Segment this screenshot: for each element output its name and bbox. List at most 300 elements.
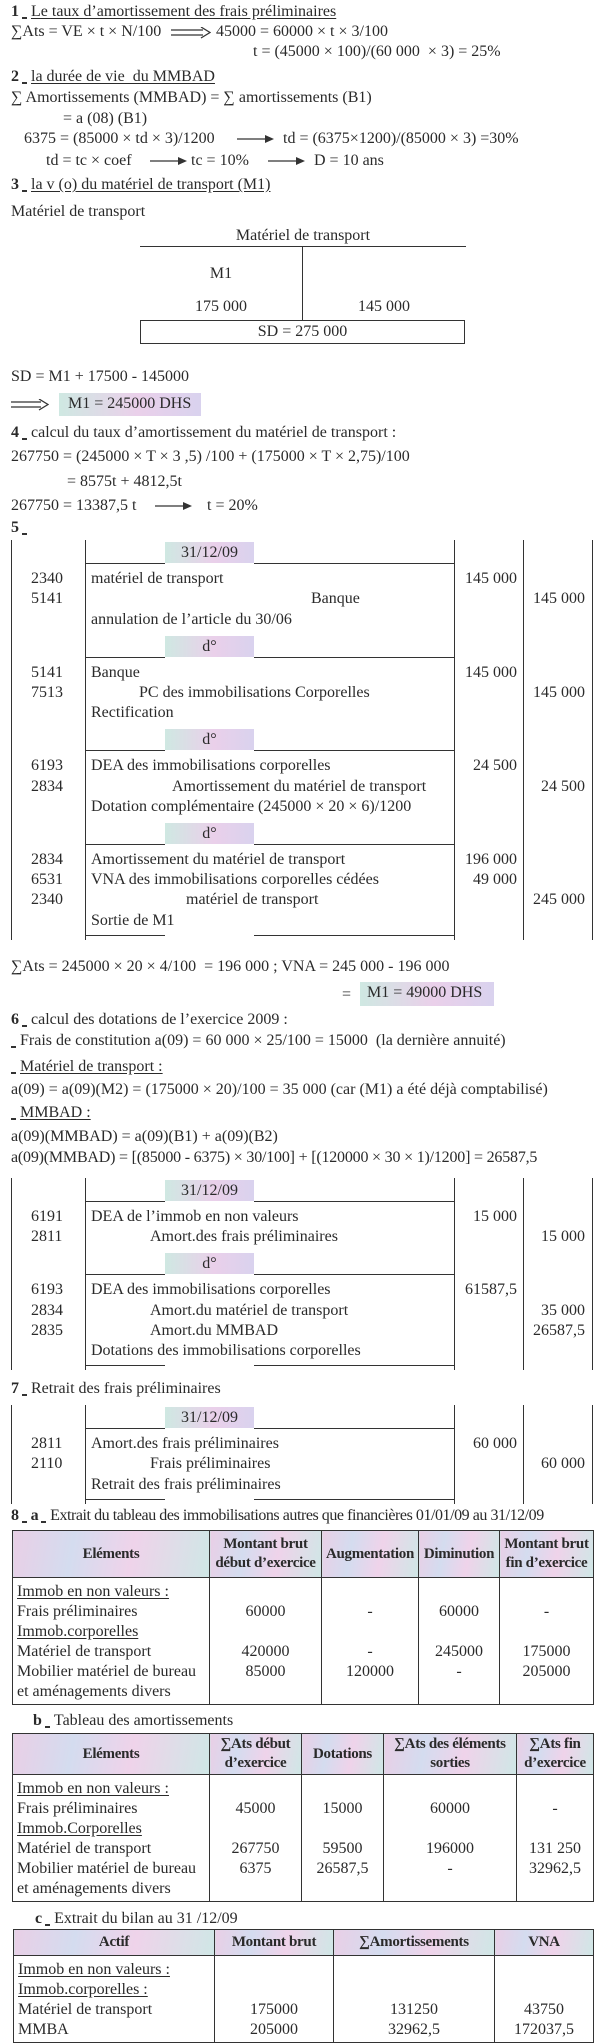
amortissements-table (12, 1733, 594, 1902)
date-label: 31/12/09 (165, 1180, 254, 1201)
immobilisations-table (12, 1530, 594, 1705)
cell-value (215, 1980, 334, 2000)
account-number: 2835 (31, 1321, 63, 1339)
column-line (11, 540, 12, 940)
separator-line (85, 657, 165, 658)
section-number: 7 (11, 1380, 19, 1397)
section-3-heading (11, 175, 270, 195)
header-row (13, 1734, 594, 1775)
debit-label: M1 (209, 265, 233, 282)
cell-value: 60000 (210, 1602, 322, 1622)
bilan-table (13, 1929, 594, 2043)
column-header: VNA (495, 1930, 594, 1956)
table-row (13, 1682, 594, 1705)
table-row (13, 1642, 594, 1662)
column-line (85, 1405, 86, 1504)
formula-result: td = (6375×1200)/(85000 × 3) =30% (283, 130, 519, 147)
separator-line (85, 750, 165, 751)
table-row (13, 1622, 594, 1642)
date-label: d° (165, 729, 254, 750)
entry-label: Amortissement du matériel de transport (172, 777, 427, 795)
table-row (14, 2000, 594, 2020)
row-label: Immob en non valeurs : (13, 1775, 210, 1800)
account-number: 7513 (31, 683, 63, 701)
cell-value: 120000 (322, 1662, 419, 1682)
entry-label: Banque (311, 590, 360, 608)
column-line (85, 1178, 86, 1370)
formula-result: D = 10 ans (314, 152, 384, 169)
entry-label: Sortie de M1 (91, 911, 175, 929)
cell-value: - (384, 1859, 517, 1879)
formula-result: t = 20% (207, 497, 258, 514)
dash-icon (11, 1118, 16, 1120)
formula-result: t = (45000 × 100)/(60 000 × 3) = 25% (253, 43, 501, 60)
header-row (14, 1930, 594, 1956)
dash-icon (22, 82, 27, 84)
dash-icon (45, 1924, 50, 1926)
cell-value: - (322, 1602, 419, 1622)
dash-icon (41, 1521, 46, 1523)
entry-label: DEA de l’immob en non valeurs (91, 1208, 299, 1225)
subsection-letter: a (30, 1507, 39, 1524)
cell-value (210, 1775, 302, 1800)
column-header: Diminution (419, 1531, 500, 1578)
separator-line (85, 1274, 165, 1275)
section-title: Extrait du tableau des immobilisations autres que financières 01/01/09 au 31/12/09 (50, 1507, 544, 1524)
separator-line (254, 563, 454, 564)
section-title: la v (o) du matériel de transport (M1) (31, 176, 271, 193)
entry-label: Amort.des frais préliminaires (91, 1435, 279, 1452)
result-value: M1 = 245000 DHS (68, 395, 192, 412)
column-line (523, 1178, 524, 1370)
cell-value: 60000 (419, 1602, 500, 1622)
row-label: Frais préliminaires (13, 1799, 210, 1819)
account-number: 6193 (31, 757, 63, 775)
cell-value (215, 1956, 334, 1981)
table-row (13, 1662, 594, 1682)
table-row (13, 1859, 594, 1879)
account-number: 2811 (31, 1435, 63, 1452)
subsection-letter: b (33, 1712, 42, 1729)
date-label: d° (165, 636, 254, 657)
account-label: Matériel de transport (11, 203, 146, 220)
column-line (592, 1405, 593, 1504)
entry-label: Dotations des immobilisations corporelles (91, 1342, 361, 1360)
column-line (592, 1178, 593, 1370)
entry-label: Amortissement du matériel de transport (91, 850, 346, 868)
dash-icon (11, 1072, 16, 1074)
header-row (13, 1531, 594, 1578)
cell-value (500, 1578, 594, 1603)
cell-value (210, 1879, 302, 1902)
separator-line (85, 844, 165, 845)
formula-line: ∑Ats = VE × t × N/100 (11, 23, 162, 40)
formula-line: tc = 10% (191, 152, 249, 169)
table-row (13, 1775, 594, 1800)
cell-value (334, 1956, 495, 1981)
dash-icon (22, 1521, 27, 1523)
dash-icon (22, 533, 27, 535)
entry-label: matériel de transport (91, 570, 224, 587)
row-label: Matériel de transport (13, 1642, 210, 1662)
section-number: 1 (11, 3, 19, 20)
result-value: M1 = 49000 DHS (367, 984, 483, 1001)
cell-value (210, 1682, 322, 1705)
formula-line: 6375 = (85000 × td × 3)/1200 (24, 130, 215, 147)
debit-amount: 49 000 (473, 871, 517, 889)
section-8a-heading (11, 1506, 544, 1526)
column-header: ∑Ats début d’exercice (210, 1734, 302, 1775)
section-8b-heading (33, 1711, 233, 1731)
cell-value: 59500 (302, 1839, 384, 1859)
section-number: 6 (11, 1011, 19, 1028)
section-4-heading (11, 423, 396, 443)
column-line (454, 1405, 455, 1504)
section-title: Tableau des amortissements (53, 1712, 234, 1729)
separator-line (254, 1274, 454, 1275)
account-number: 2834 (31, 1301, 63, 1319)
separator-line (85, 1428, 165, 1429)
cell-value (495, 1980, 594, 2000)
cell-value (210, 1819, 302, 1839)
dash-icon (22, 17, 27, 19)
date-label: d° (165, 1253, 254, 1274)
cell-value: 196000 (384, 1839, 517, 1859)
account-number: 2340 (31, 570, 63, 587)
arrow-right-icon (155, 501, 193, 511)
credit-amount: 15 000 (541, 1228, 585, 1246)
debit-amount: 60 000 (473, 1435, 517, 1452)
debit-amount: 61587,5 (465, 1281, 517, 1299)
column-line (11, 1405, 12, 1504)
separator-line (254, 935, 454, 936)
entry-label: Dotation complémentaire (245000 × 20 × 6)/1200 (91, 797, 412, 815)
credit-amount: 145 000 (358, 298, 410, 315)
cell-value: 175000 (215, 2000, 334, 2020)
row-label: et aménagements divers (13, 1682, 210, 1705)
entry-label: DEA des immobilisations corporelles (91, 1281, 331, 1299)
column-line (592, 540, 593, 940)
table-row (13, 1602, 594, 1622)
table-row (13, 1839, 594, 1859)
entry-label: Amort.du matériel de transport (150, 1301, 349, 1319)
row-label: Immob.Corporelles (13, 1819, 210, 1839)
cell-value: 85000 (210, 1662, 322, 1682)
entry-label: matériel de transport (186, 891, 319, 909)
formula-line: a(09)(MMBAD) = [(85000 - 6375) × 30/100] + [(120000 × 30 × 1)/1200] = 26587,5 (11, 1149, 538, 1166)
debit-amount: 15 000 (473, 1208, 517, 1225)
section-title: Le taux d’amortissement des frais préliminaires (31, 3, 337, 20)
column-line (523, 1405, 524, 1504)
column-header: Montant brut (215, 1930, 334, 1956)
cell-value: 43750 (495, 2000, 594, 2020)
entry-label: Rectification (91, 704, 174, 722)
cell-value (495, 1956, 594, 1981)
bullet-line (11, 1031, 506, 1051)
table-row (13, 1578, 594, 1603)
section-number: 4 (11, 424, 19, 441)
column-header: Dotations (302, 1734, 384, 1775)
separator-line (254, 657, 454, 658)
cell-value (384, 1819, 517, 1839)
row-label: Mobilier matériel de bureau (13, 1662, 210, 1682)
section-1-heading (11, 2, 336, 22)
credit-amount: 26587,5 (533, 1321, 585, 1339)
date-label: 31/12/09 (165, 1407, 254, 1428)
cell-value (517, 1775, 594, 1800)
dash-icon (22, 190, 27, 192)
debit-amount: 175 000 (195, 298, 247, 315)
row-label: Immob en non valeurs : (13, 1578, 210, 1603)
cell-value (419, 1622, 500, 1642)
column-header: Eléments (13, 1531, 210, 1578)
entry-label: VNA des immobilisations corporelles cédées (91, 871, 379, 889)
column-header: Eléments (13, 1734, 210, 1775)
section-title: calcul des dotations de l’exercice 2009 : (31, 1011, 288, 1028)
table-row (14, 1956, 594, 1981)
table-body (13, 1775, 594, 1902)
debit-amount: 24 500 (473, 757, 517, 775)
formula-line: 45000 = 60000 × t × 3/100 (216, 23, 388, 40)
section-number: 5 (11, 519, 19, 536)
cell-value (302, 1819, 384, 1839)
cell-value (322, 1578, 419, 1603)
table-body (13, 1578, 594, 1705)
cell-value (500, 1622, 594, 1642)
column-line (523, 540, 524, 940)
dash-icon (22, 1025, 27, 1027)
table-row (13, 1799, 594, 1819)
bullet-line (11, 1103, 91, 1123)
column-line (11, 1178, 12, 1370)
credit-amount: 35 000 (541, 1301, 585, 1319)
cell-value: - (322, 1642, 419, 1662)
column-header: Montant brut début d’exercice (210, 1531, 322, 1578)
credit-amount: 245 000 (533, 891, 585, 909)
formula-line: 267750 = (245000 × T × 3 ,5) /100 + (175000 × T × 2,75)/100 (11, 448, 410, 465)
subsection-letter: c (35, 1910, 43, 1927)
dash-icon (22, 438, 27, 440)
entry-label: annulation de l’article du 30/06 (91, 610, 292, 628)
table-row (13, 1879, 594, 1902)
date-label: 31/12/09 (165, 542, 254, 563)
section-title: calcul du taux d’amortissement du matériel de transport : (31, 424, 397, 441)
account-number: 5141 (31, 663, 63, 681)
cell-value (302, 1775, 384, 1800)
column-header: ∑Ats des éléments sorties (384, 1734, 517, 1775)
formula-line: = a (08) (B1) (63, 110, 148, 127)
formula-line: SD = M1 + 17500 - 145000 (11, 368, 190, 385)
formula-line: = 8575t + 4812,5t (67, 473, 182, 490)
credit-amount: 145 000 (533, 590, 585, 608)
section-8c-heading (35, 1909, 238, 1929)
entry-label: Frais préliminaires (150, 1455, 271, 1473)
cell-value: 420000 (210, 1642, 322, 1662)
column-header: Montant brut fin d’exercice (500, 1531, 594, 1578)
cell-value (500, 1682, 594, 1705)
table-row (14, 2020, 594, 2043)
section-number: 2 (11, 68, 19, 85)
row-label: Immob en non valeurs : (14, 1956, 215, 1981)
section-6-heading (11, 1010, 288, 1030)
dash-icon (11, 1046, 16, 1048)
cell-value: 175000 (500, 1642, 594, 1662)
entry-label: Retrait des frais préliminaires (91, 1475, 281, 1493)
debit-amount: 145 000 (465, 663, 517, 681)
arrow-right-icon (237, 134, 275, 144)
arrow-right-icon (268, 156, 306, 166)
table-row (13, 1819, 594, 1839)
divider (140, 246, 466, 247)
cell-value (384, 1775, 517, 1800)
separator-line (254, 1201, 454, 1202)
cell-value (302, 1879, 384, 1902)
section-5-heading (11, 518, 31, 538)
cell-value (322, 1682, 419, 1705)
dash-icon (22, 1394, 27, 1396)
cell-value (517, 1819, 594, 1839)
separator-line (85, 563, 165, 564)
debit-amount: 196 000 (465, 850, 517, 868)
entry-label: Banque (91, 663, 140, 681)
cell-value (419, 1682, 500, 1705)
bullet-text: Matériel de transport : (20, 1058, 163, 1075)
account-number: 2340 (31, 891, 63, 909)
section-7-heading (11, 1379, 221, 1399)
cell-value: 15000 (302, 1799, 384, 1819)
table-row (14, 1980, 594, 2000)
cell-value (517, 1879, 594, 1902)
t-account-title: Matériel de transport (235, 227, 371, 244)
credit-amount: 24 500 (541, 777, 585, 795)
table-body (14, 1956, 594, 2043)
entry-label: Amort.du MMBAD (150, 1321, 279, 1339)
account-number: 2811 (31, 1228, 63, 1246)
cell-value: 131250 (334, 2000, 495, 2020)
column-line (85, 540, 86, 940)
column-header: ∑Ats fin d’exercice (517, 1734, 594, 1775)
separator-line (254, 1499, 454, 1500)
cell-value: 267750 (210, 1839, 302, 1859)
row-label: MMBA (14, 2020, 215, 2043)
cell-value: 32962,5 (334, 2020, 495, 2043)
column-line (454, 1178, 455, 1370)
cell-value: 60000 (384, 1799, 517, 1819)
debit-amount: 145 000 (465, 570, 517, 587)
row-label: Immob.corporelles : (14, 1980, 215, 2000)
cell-value (210, 1578, 322, 1603)
credit-amount: 145 000 (533, 683, 585, 701)
entry-label: DEA des immobilisations corporelles (91, 757, 331, 775)
table-header (14, 1930, 594, 1956)
account-number: 6531 (31, 871, 63, 889)
separator-line (254, 1365, 454, 1366)
formula-line: ∑ Amortissements (MMBAD) = ∑ amortissements (B1) (11, 89, 372, 106)
cell-value (322, 1622, 419, 1642)
separator-line (254, 844, 454, 845)
dash-icon (45, 1726, 50, 1728)
arrow-right-icon (150, 156, 188, 166)
column-header: Augmentation (322, 1531, 419, 1578)
account-number: 6191 (31, 1208, 63, 1225)
cell-value: 245000 (419, 1642, 500, 1662)
row-label: Mobilier matériel de bureau (13, 1859, 210, 1879)
separator-line (85, 1365, 165, 1366)
double-arrow-icon (11, 399, 49, 411)
balance-box (140, 320, 465, 344)
formula-line: 267750 = 13387,5 t (11, 497, 137, 514)
separator-line (254, 750, 454, 751)
column-header: Actif (14, 1930, 215, 1956)
bullet-line (11, 1057, 163, 1077)
date-label: d° (165, 823, 254, 844)
account-number: 2834 (31, 850, 63, 868)
cell-value: 205000 (500, 1662, 594, 1682)
bullet-text: MMBAD : (20, 1104, 91, 1121)
table-header (13, 1531, 594, 1578)
account-number: 2110 (31, 1455, 63, 1473)
account-number: 6193 (31, 1281, 63, 1299)
column-line (454, 540, 455, 940)
cell-value (334, 1980, 495, 2000)
table-header (13, 1734, 594, 1775)
cell-value: - (500, 1602, 594, 1622)
row-label: Matériel de transport (13, 1839, 210, 1859)
double-arrow-icon (171, 27, 211, 39)
cell-value (210, 1622, 322, 1642)
formula-line: a(09) = a(09)(M2) = (175000 × 20)/100 = 35 000 (car (M1) a été déjà comptabilisé) (11, 1081, 548, 1098)
formula-line: a(09)(MMBAD) = a(09)(B1) + a(09)(B2) (11, 1128, 278, 1145)
section-number: 3 (11, 176, 19, 193)
cell-value: 172037,5 (495, 2020, 594, 2043)
row-label: et aménagements divers (13, 1879, 210, 1902)
cell-value (384, 1879, 517, 1902)
credit-amount: 60 000 (541, 1455, 585, 1473)
formula-line: ∑Ats = 245000 × 20 × 4/100 = 196 000 ; VNA = 245 000 - 196 000 (11, 958, 450, 975)
separator-line (254, 1428, 454, 1429)
entry-label: PC des immobilisations Corporelles (139, 683, 370, 701)
section-title: Extrait du bilan au 31 /12/09 (54, 1910, 238, 1927)
account-number: 5141 (31, 590, 63, 608)
balance-value: SD = 275 000 (257, 323, 348, 340)
cell-value: 6375 (210, 1859, 302, 1879)
cell-value: 205000 (215, 2020, 334, 2043)
row-label: Matériel de transport (14, 2000, 215, 2020)
section-title: Retrait des frais préliminaires (31, 1380, 221, 1397)
separator-line (85, 935, 165, 936)
column-header: ∑Amortissements (334, 1930, 495, 1956)
section-2-heading (11, 67, 215, 87)
cell-value: 131 250 (517, 1839, 594, 1859)
cell-value: - (419, 1662, 500, 1682)
cell-value: 26587,5 (302, 1859, 384, 1879)
section-number: 8 (11, 1507, 19, 1524)
cell-value: - (517, 1799, 594, 1819)
formula-line: td = tc × coef (46, 152, 132, 169)
separator-line (85, 1499, 165, 1500)
cell-value: 45000 (210, 1799, 302, 1819)
separator-line (85, 1201, 165, 1202)
cell-value: 32962,5 (517, 1859, 594, 1879)
bullet-text: Frais de constitution a(09) = 60 000 × 25/100 = 15000 (la dernière annuité) (20, 1032, 506, 1049)
cell-value (419, 1578, 500, 1603)
account-number: 2834 (31, 777, 63, 795)
equals-sign: = (342, 986, 352, 1003)
entry-label: Amort.des frais préliminaires (150, 1228, 338, 1246)
row-label: Frais préliminaires (13, 1602, 210, 1622)
section-title: la durée de vie du MMBAD (31, 68, 215, 85)
row-label: Immob.corporelles (13, 1622, 210, 1642)
